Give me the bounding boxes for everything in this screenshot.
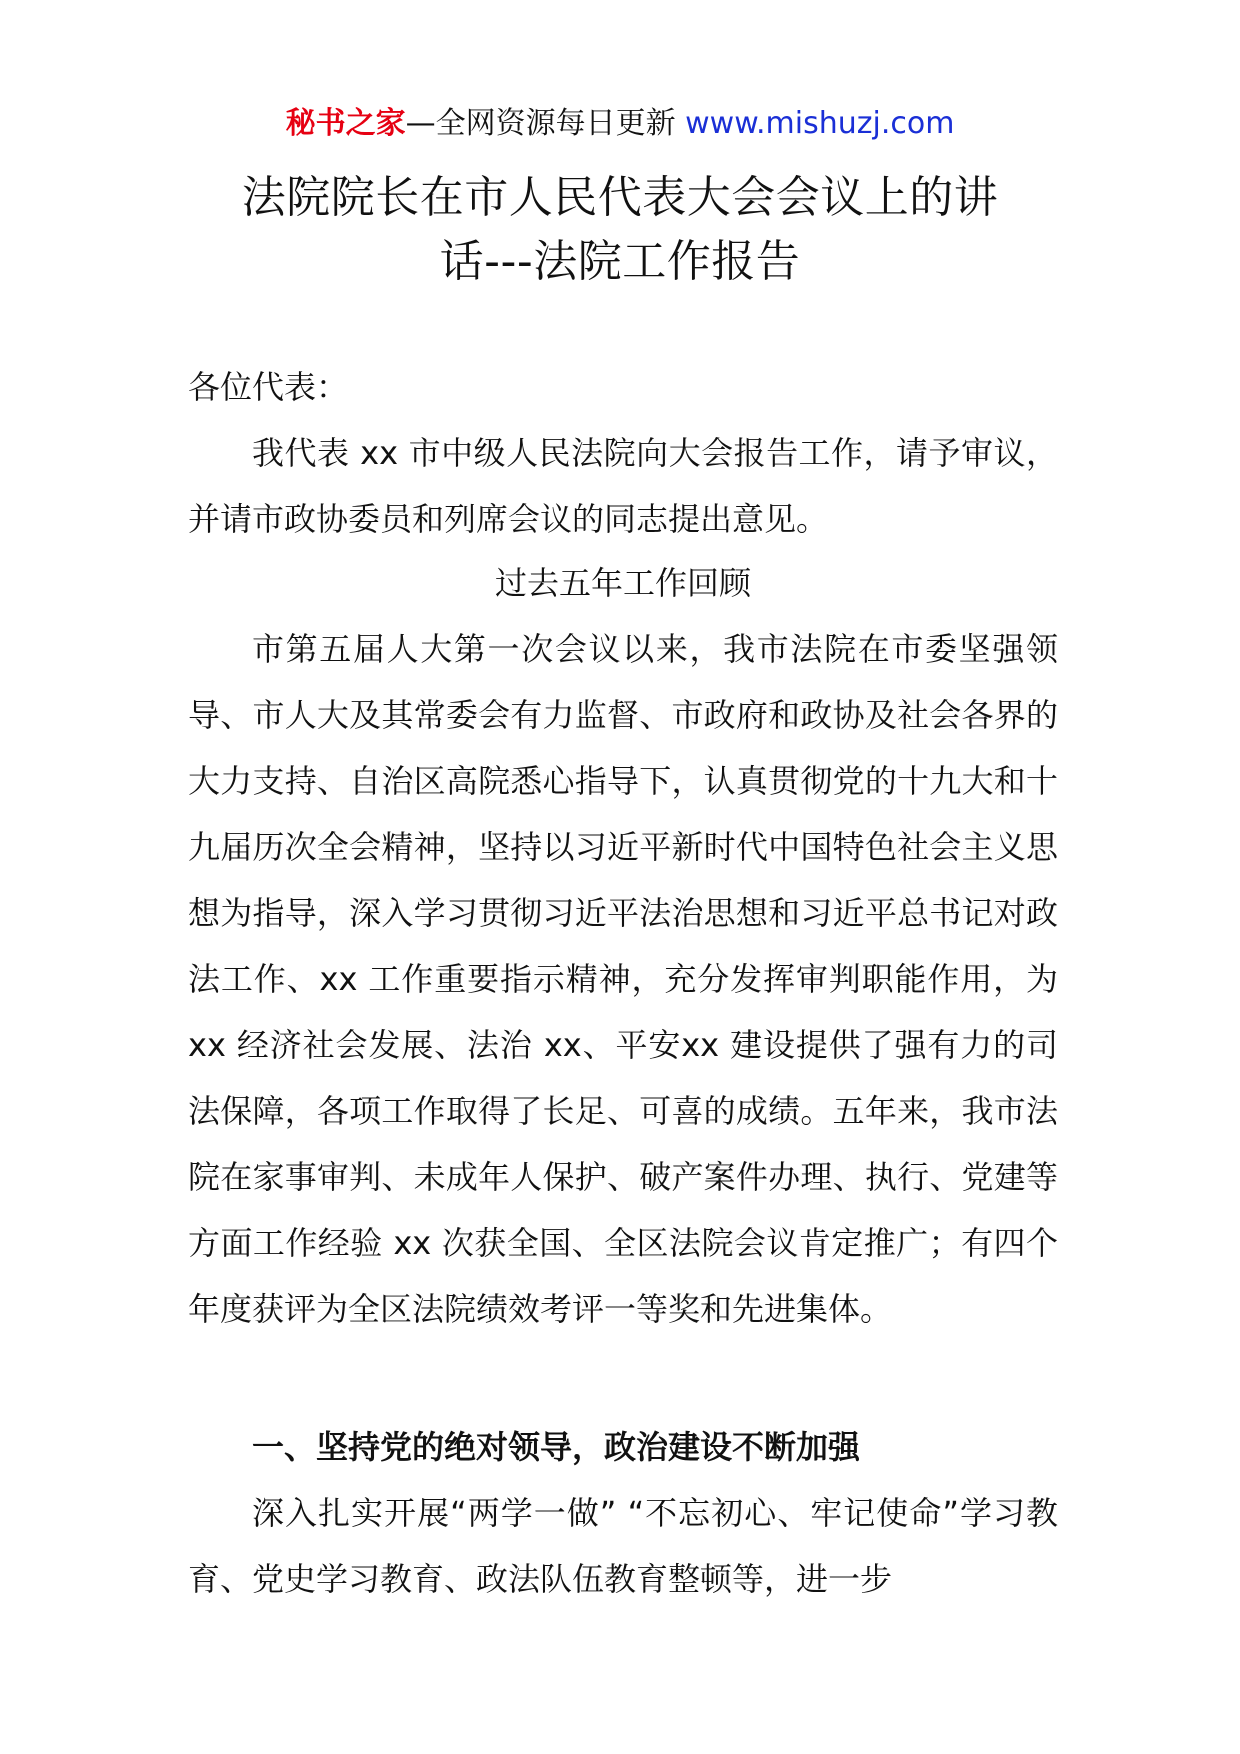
site-url-link[interactable]: www.mishuzj.com <box>685 106 955 141</box>
intro-paragraph-block <box>188 420 1058 552</box>
intro-paragraph: 我代表 xx 市中级人民法院向大会报告工作，请予审议，并请市政协委员和列席会议的同志提出意见。 <box>188 434 1058 538</box>
section-heading: 过去五年工作回顾 <box>494 564 751 602</box>
header-slogan: —全网资源每日更新 <box>405 106 676 141</box>
document-title <box>180 166 1060 294</box>
review-paragraph: 市第五届人大第一次会议以来，我市法院在市委坚强领导、市人大及其常委会有力监督、市政府和政协及社会各界的大力支持、自治区高院悉心指导下，认真贯彻党的十九大和十九届历次全会精神，坚持以习近平新时代中国特色社会主义思想为指导，深入学习贯彻习近平法治思想和习近平总书记对政法工作、xx 工作重要指示精神，充分发挥审判职能作用，为 xx 经济社会发展、法治 xx、平安xx 建设提供了强有力的司法保障，各项工作取得了长足、可喜的成绩。五年来，我市法院在家事审判、未成年人保护、破产案件办理、执行、党建等方面工作经验 xx 次获全国、全区法院会议肯定推广；有四个年度获评为全区法院绩效考评一等奖和先进集体。 <box>188 630 1058 1328</box>
site-header <box>0 104 1240 144</box>
brand-name: 秘书之家 <box>285 106 406 141</box>
last-paragraph: 深入扎实开展“两学一做” “不忘初心、牢记使命”学习教育、党史学习教育、政法队伍教育整顿等，进一步 <box>188 1494 1058 1598</box>
title-line-2: 话---法院工作报告 <box>439 236 801 287</box>
title-line-1: 法院院长在市人民代表大会会议上的讲 <box>241 172 999 223</box>
salutation: 各位代表： <box>188 368 349 406</box>
subheading-one-block <box>188 1414 1058 1480</box>
last-paragraph-block <box>188 1480 1058 1612</box>
subheading-one: 一、坚持党的绝对领导，政治建设不断加强 <box>252 1428 861 1466</box>
review-paragraph-block <box>188 616 1058 1342</box>
